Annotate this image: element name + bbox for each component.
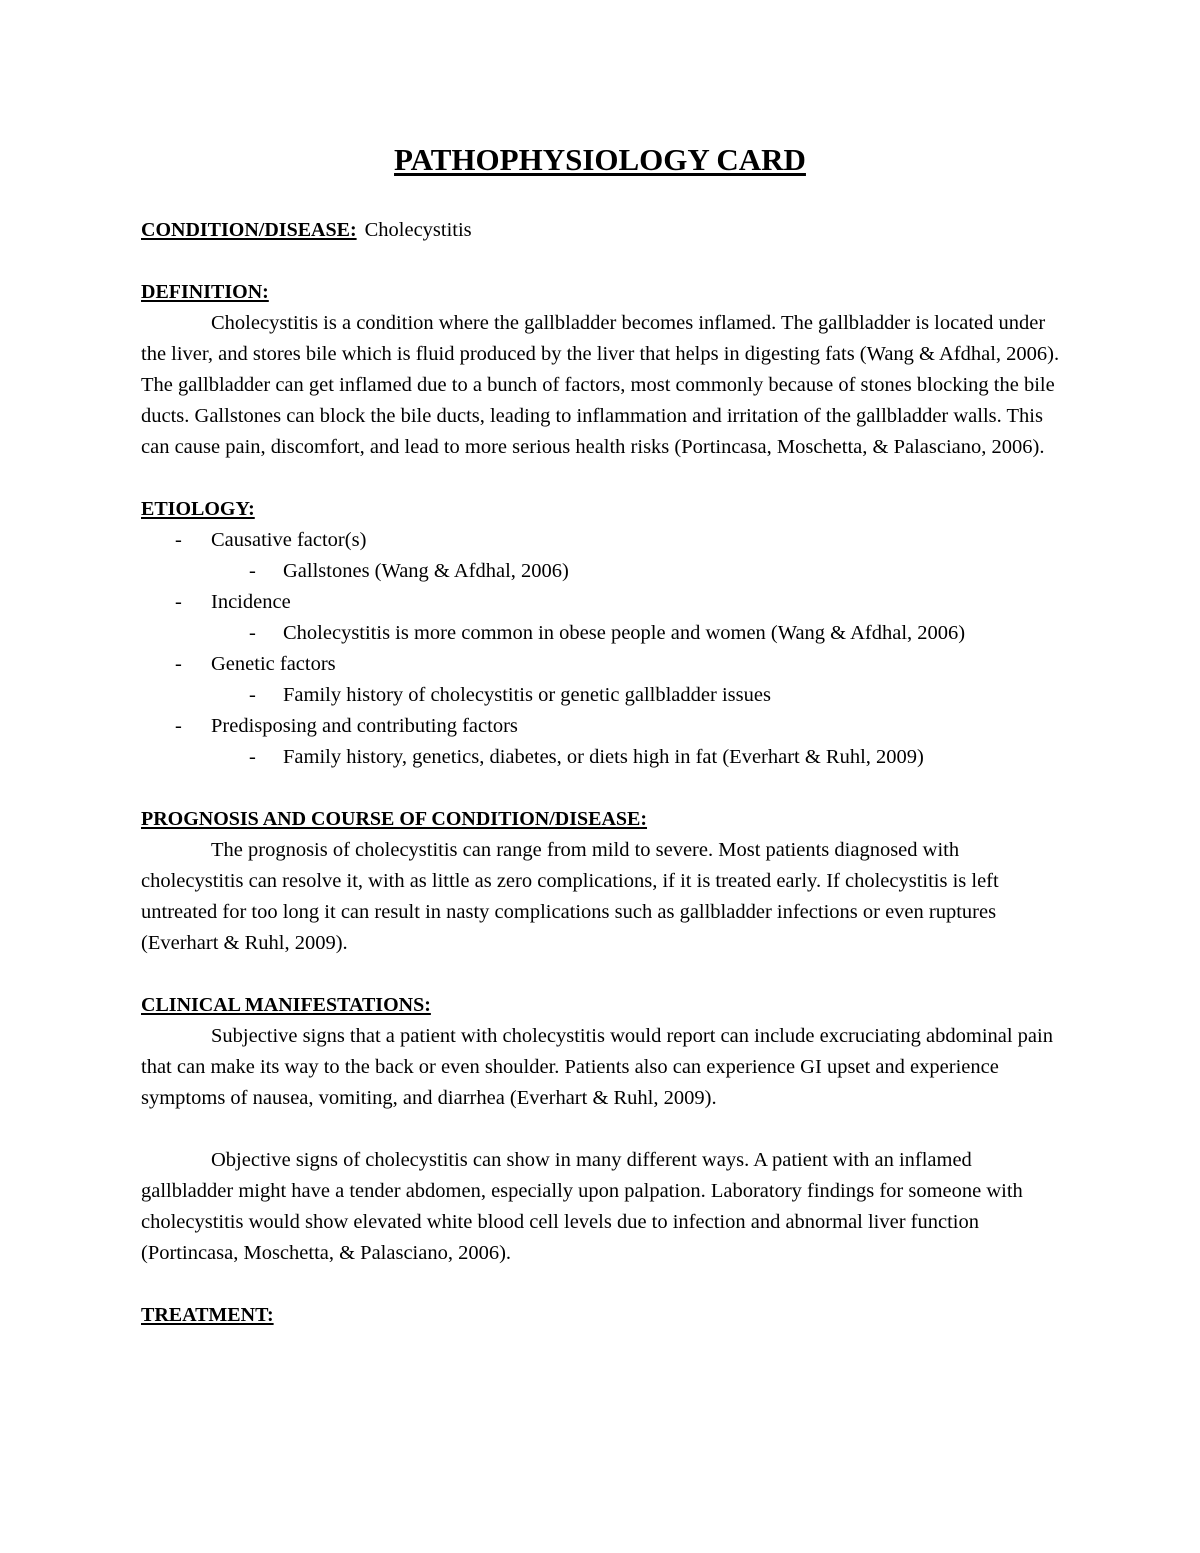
list-item bbox=[141, 525, 1061, 587]
sub-list-item: - Cholecystitis is more common in obese people and women (Wang & Afdhal, 2006) bbox=[211, 618, 1061, 649]
spacer bbox=[141, 959, 1061, 990]
page-title: PATHOPHYSIOLOGY CARD bbox=[394, 142, 806, 177]
definition-text: Cholecystitis is a condition where the gallbladder becomes inflamed. The gallbladder is located under the liver, and stores bile which is fluid produced by the liver that helps in digesting fats (Wang & Afdhal, 2006). The gallbladder can get inflamed due to a bunch of factors, most commonly because of stones blocking the bile ducts. Gallstones can block the bile ducts, leading to inflammation and irritation of the gallbladder walls. This can cause pain, discomfort, and lead to more serious health risks (Portincasa, Moschetta, & Palasciano, 2006). bbox=[141, 312, 1060, 458]
list-item bbox=[141, 649, 1061, 711]
clinical-heading: CLINICAL MANIFESTATIONS: bbox=[141, 994, 431, 1016]
sub-list-item: - Gallstones (Wang & Afdhal, 2006) bbox=[211, 556, 1061, 587]
list-item bbox=[141, 711, 1061, 773]
definition-section bbox=[141, 277, 1061, 463]
card-content bbox=[141, 215, 1061, 1331]
treatment-section bbox=[141, 1300, 1061, 1331]
clinical-objective-text: Objective signs of cholecystitis can show in many different ways. A patient with an inflamed gallbladder might have a tender abdomen, especially upon palpation. Laboratory findings for someone with cholecystitis would show elevated white blood cell levels due to infection and abnormal liver function (Portincasa, Moschetta, & Palasciano, 2006). bbox=[141, 1149, 1023, 1264]
list-item-label: Incidence bbox=[211, 591, 291, 613]
sub-list bbox=[211, 680, 1061, 711]
spacer bbox=[141, 246, 1061, 277]
list-item-label: Genetic factors bbox=[211, 653, 336, 675]
list-item-label: Predisposing and contributing factors bbox=[211, 715, 518, 737]
etiology-list bbox=[141, 525, 1061, 773]
clinical-section bbox=[141, 990, 1061, 1269]
prognosis-section bbox=[141, 804, 1061, 959]
prognosis-text: The prognosis of cholecystitis can range from mild to severe. Most patients diagnosed with cholecystitis can resolve it, with as little as zero complications, if it is treated early. If cholecystitis is left untreated for too long it can result in nasty complications such as gallbladder infections or even ruptures (Everhart & Ruhl, 2009). bbox=[141, 839, 999, 954]
list-item-label: Causative factor(s) bbox=[211, 529, 367, 551]
sub-list-item: - Family history, genetics, diabetes, or diets high in fat (Everhart & Ruhl, 2009) bbox=[211, 742, 1061, 773]
spacer bbox=[141, 773, 1061, 804]
prognosis-heading: PROGNOSIS AND COURSE OF CONDITION/DISEASE: bbox=[141, 808, 648, 830]
clinical-subjective-text: Subjective signs that a patient with cholecystitis would report can include excruciating abdominal pain that can make its way to the back or even shoulder. Patients also can experience GI upset and experience symptoms of nausea, vomiting, and diarrhea (Everhart & Ruhl, 2009). bbox=[141, 1025, 1053, 1109]
spacer bbox=[141, 1114, 1061, 1145]
spacer bbox=[141, 463, 1061, 494]
list-item bbox=[141, 587, 1061, 649]
condition-row bbox=[141, 215, 1061, 246]
spacer bbox=[141, 1269, 1061, 1300]
sub-list-item: - Family history of cholecystitis or genetic gallbladder issues bbox=[211, 680, 1061, 711]
condition-value: Cholecystitis bbox=[364, 219, 472, 241]
condition-heading: CONDITION/DISEASE: bbox=[141, 219, 357, 241]
sub-list bbox=[211, 742, 1061, 773]
etiology-heading: ETIOLOGY: bbox=[141, 498, 255, 520]
etiology-section bbox=[141, 494, 1061, 773]
treatment-heading: TREATMENT: bbox=[141, 1304, 274, 1326]
definition-heading: DEFINITION: bbox=[141, 281, 269, 303]
sub-list bbox=[211, 618, 1061, 649]
sub-list bbox=[211, 556, 1061, 587]
